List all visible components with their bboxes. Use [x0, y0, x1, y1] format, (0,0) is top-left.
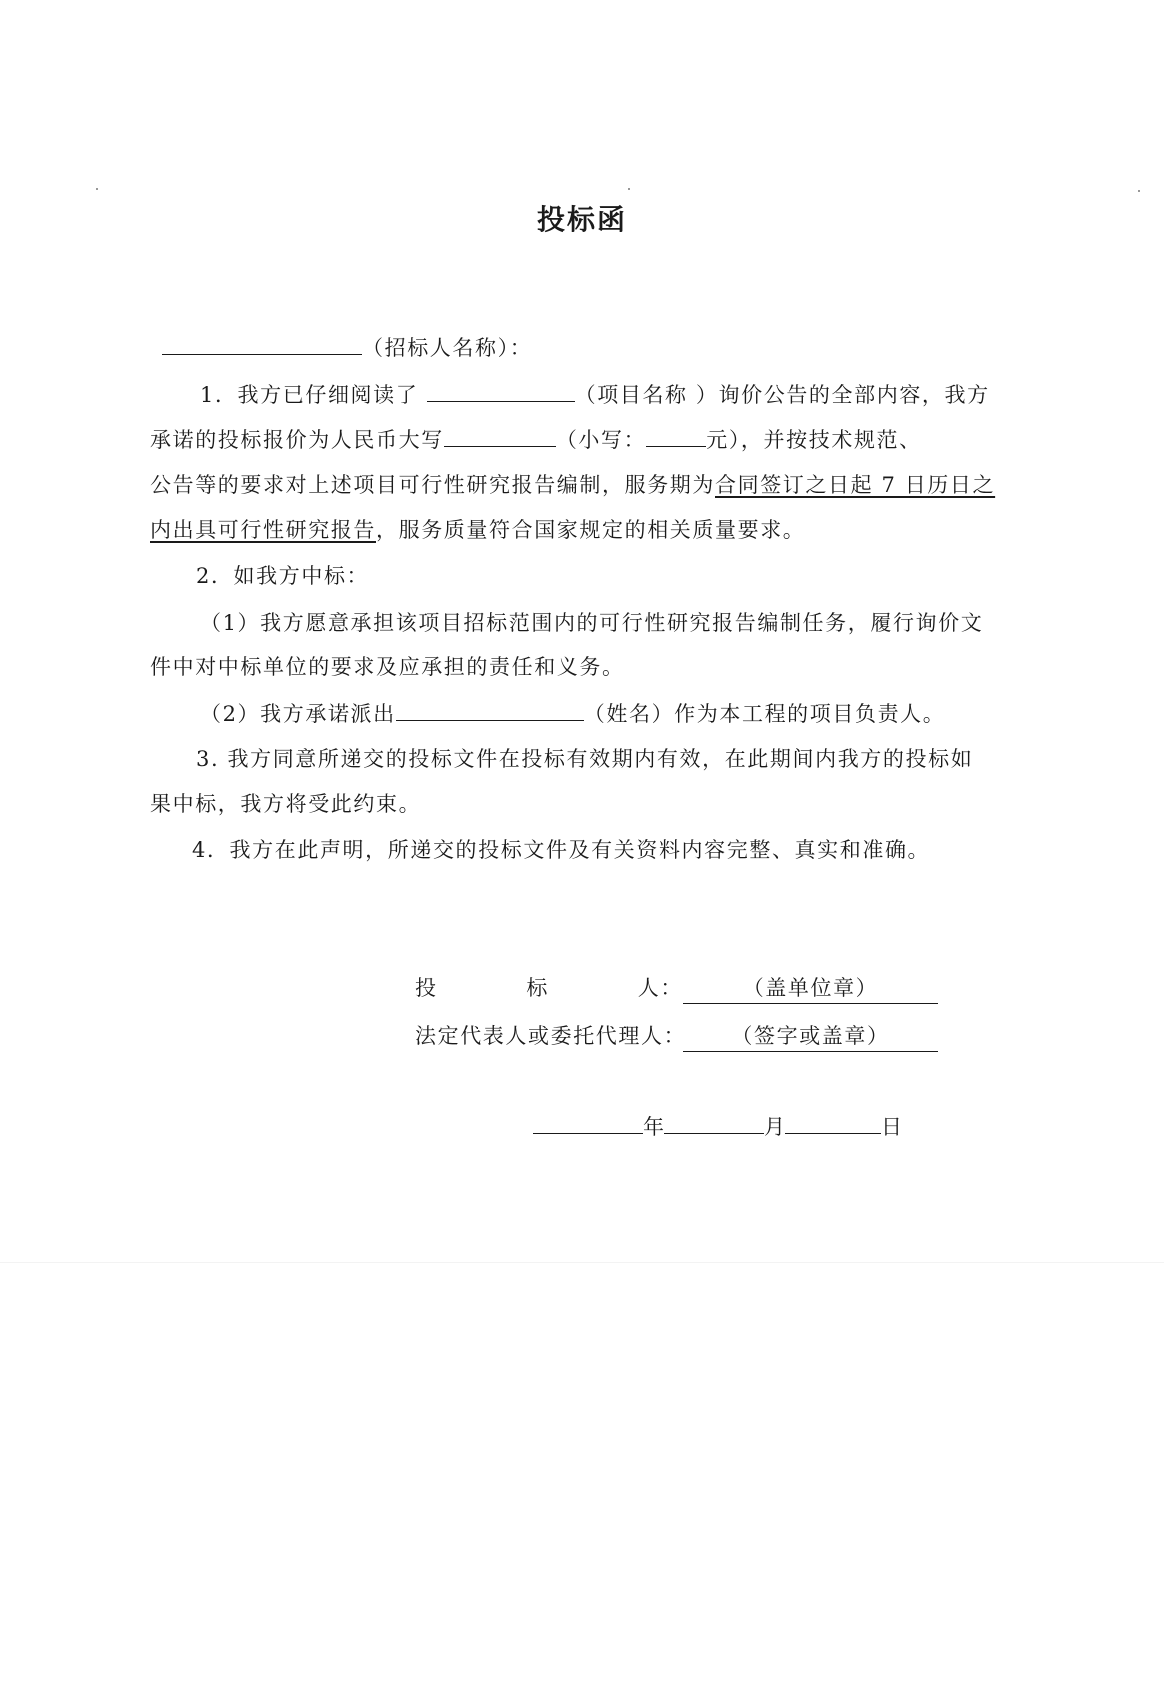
item1-small-label: （小写： [555, 428, 647, 452]
item1-line3-prefix: 公告等的要求对上述项目可行性研究报告编制，服务期为 [150, 473, 715, 497]
item1-prefix: 1．我方已仔细阅读了 [200, 383, 419, 407]
item2-sub2-suffix: （姓名）作为本工程的项目负责人。 [583, 702, 946, 726]
item2-sub1-line1: （1）我方愿意承担该项目招标范围内的可行性研究报告编制任务，履行询价文 [200, 611, 984, 635]
legal-rep-label: 法定代表人或委托代理人： [415, 1024, 687, 1048]
item4-line1: 4．我方在此声明，所递交的投标文件及有关资料内容完整、真实和准确。 [192, 838, 931, 862]
item1-line2 [150, 424, 922, 455]
item1-line2-prefix: 承诺的投标报价为人民币大写 [150, 428, 444, 452]
item1-project-label: （项目名称 ）询价公告的全部内容，我方 [574, 383, 990, 407]
scan-speck [628, 188, 630, 190]
addressee-label: （招标人名称）： [362, 336, 533, 360]
month-label: 月 [764, 1115, 785, 1139]
item2-sub1-line2: 件中对中标单位的要求及应承担的责任和义务。 [150, 655, 625, 679]
service-period-part2: 内出具可行性研究报告 [150, 518, 376, 542]
addressee-blank[interactable] [162, 332, 362, 355]
item1-line2-suffix: ，并按技术规范、 [740, 428, 922, 452]
day-label: 日 [881, 1115, 902, 1139]
day-blank[interactable] [785, 1111, 881, 1134]
item1-line4-suffix: ，服务质量符合国家规定的相关质量要求。 [376, 518, 806, 542]
item1-line4 [150, 515, 805, 545]
item1-line3 [150, 470, 995, 500]
project-leader-blank[interactable] [396, 698, 584, 721]
legal-rep-row [415, 1021, 938, 1052]
item2-sub2-prefix: （2）我方承诺派出 [200, 702, 396, 726]
date-row [533, 1111, 902, 1142]
amount-words-blank[interactable] [444, 424, 556, 447]
year-label: 年 [643, 1115, 664, 1139]
item2-sub2-line [200, 698, 945, 729]
item3-line1: 3. 我方同意所递交的投标文件在投标有效期内有效，在此期间内我方的投标如 [196, 747, 974, 771]
amount-figures-blank[interactable] [646, 424, 706, 447]
document-title: 投标函 [536, 203, 627, 236]
scan-speck [1138, 190, 1140, 192]
scan-speck [96, 188, 98, 190]
bidder-seal-field[interactable]: （盖单位章） [683, 973, 938, 1004]
addressee-line [162, 332, 532, 363]
item1-yuan-label: 元） [706, 428, 741, 452]
service-period-part1: 合同签订之日起 7 日历日之 [715, 473, 996, 497]
bidder-label: 投 标 人： [415, 976, 683, 1000]
scan-fold-line [0, 1262, 1164, 1263]
month-blank[interactable] [664, 1111, 764, 1134]
item2-heading: 2．如我方中标： [196, 564, 370, 588]
year-blank[interactable] [533, 1111, 643, 1134]
item3-line2: 果中标，我方将受此约束。 [150, 792, 422, 816]
project-name-blank[interactable] [427, 379, 575, 402]
legal-rep-signature-field[interactable]: （签字或盖章） [683, 1021, 938, 1052]
item1-line1 [200, 379, 990, 410]
bidder-row [415, 973, 938, 1004]
